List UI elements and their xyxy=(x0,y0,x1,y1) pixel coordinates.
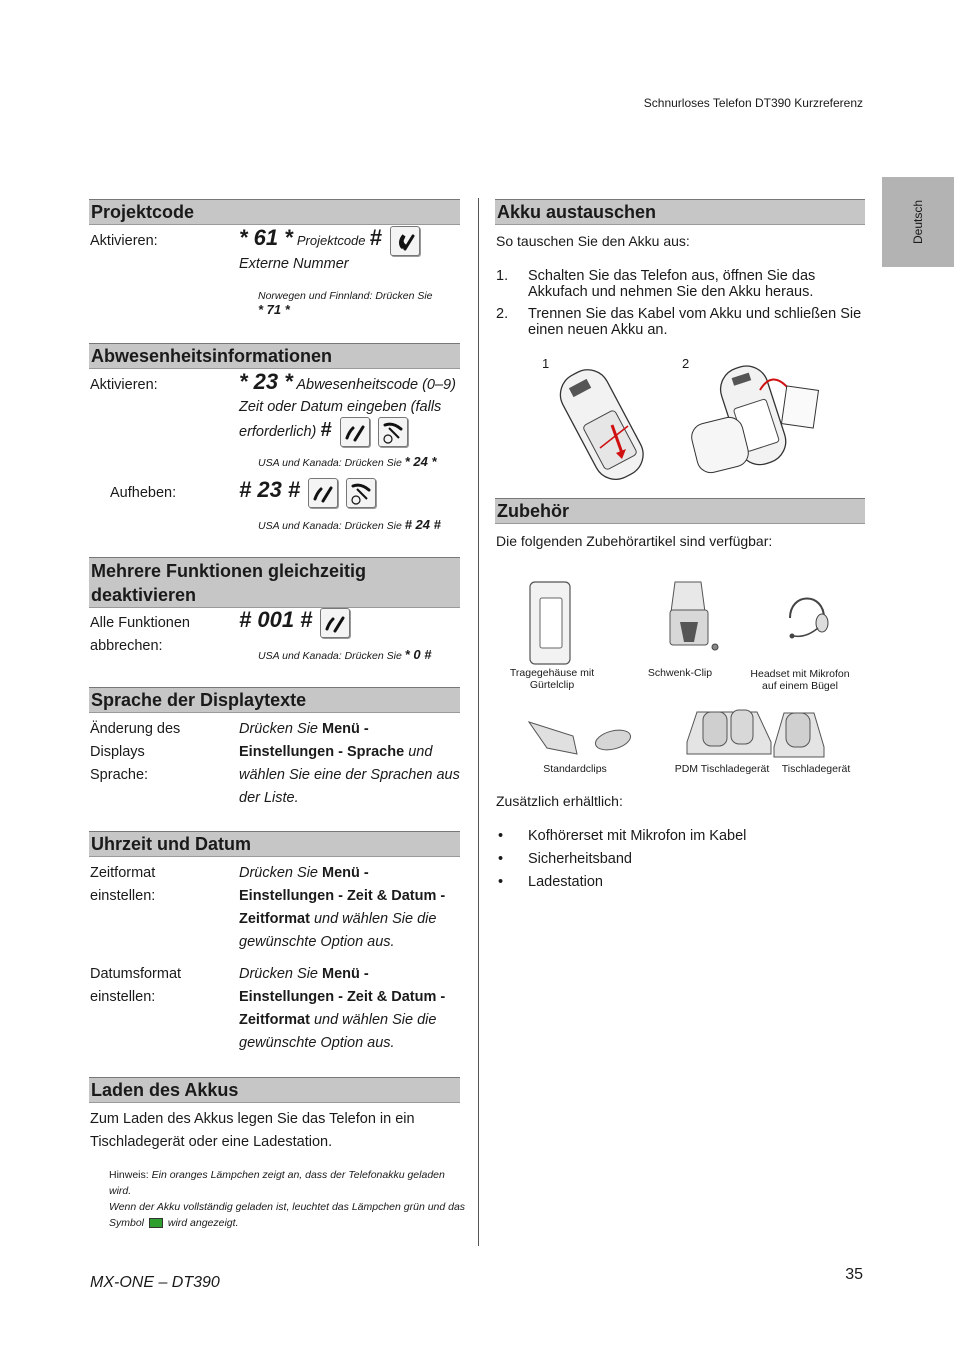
datumsformat-t3: gewünschte Option aus. xyxy=(239,1035,395,1051)
akku-steps xyxy=(496,268,866,344)
akku-intro: So tauschen Sie den Akku aus: xyxy=(496,233,690,249)
caption-headset-line1: Headset mit Mikrofon xyxy=(750,668,850,680)
caption-carrying-case-line1: Tragegehäuse mit xyxy=(509,667,595,679)
akku-step-number: 1. xyxy=(496,268,509,284)
zeitformat-b1: Menü - xyxy=(322,865,369,881)
swivel-clip-illustration xyxy=(665,580,725,655)
section-heading-mehrere xyxy=(89,557,460,608)
abwesenheit-note1-text: USA und Kanada: Drücken Sie xyxy=(258,457,402,469)
language-tab xyxy=(882,177,954,267)
datumsformat-t2: und wählen Sie die xyxy=(313,1012,437,1028)
zeitformat-instruction xyxy=(239,862,464,954)
abwesenheit-note2-code: # 24 # xyxy=(404,517,441,532)
datumsformat-label-line1: Datumsformat xyxy=(90,966,182,982)
datumsformat-label-line2: einstellen: xyxy=(90,989,156,1005)
zeitformat-t3: gewünschte Option aus. xyxy=(239,934,395,950)
battery-removal-illustration xyxy=(540,360,670,480)
mehrere-label-line1: Alle Funktionen xyxy=(90,615,190,631)
zeitformat-label-line1: Zeitformat xyxy=(90,865,156,881)
akku-step-number: 2. xyxy=(496,306,509,322)
abwesenheit-note1 xyxy=(258,454,437,471)
caption-standard-clips: Standardclips xyxy=(543,763,607,775)
list-item: • Ladestation xyxy=(496,871,746,894)
akku-step-text: Trennen Sie das Kabel vom Akku und schließen Sie einen neuen Akku an. xyxy=(528,306,862,338)
abwesenheit-code: * 23 * xyxy=(239,369,293,394)
laden-text-line2: Tischladegerät oder eine Ladestation. xyxy=(90,1134,333,1150)
akku-figure-1-number: 1 xyxy=(542,356,550,371)
list-item: • Sicherheitsband xyxy=(496,848,746,871)
laden-hint-line1: Ein oranges Lämpchen zeigt an, dass der Telefonakku geladen wird. xyxy=(109,1169,445,1197)
datumsformat-b2: Einstellungen - Zeit & Datum - xyxy=(239,989,446,1005)
akku-step xyxy=(496,306,866,338)
pdm-desktop-charger-illustration xyxy=(683,702,773,760)
abwesenheit-line2: Zeit oder Datum eingeben (falls xyxy=(239,399,442,415)
abwesenheit-line3-text: erforderlich) xyxy=(239,423,317,440)
laden-hint xyxy=(109,1167,469,1231)
section-heading-akku: Akku austauschen xyxy=(495,199,865,225)
abwesenheit-cancel-code: # 23 # xyxy=(239,477,301,502)
sprache-b1: Menü - xyxy=(322,721,369,737)
caption-desktop-charger: Tischladegerät xyxy=(781,763,851,775)
projektcode-label: Aktivieren: xyxy=(90,233,158,249)
caption-headset xyxy=(745,668,855,692)
projektcode-note-text: Norwegen und Finnland: Drücken Sie xyxy=(258,290,433,302)
mehrere-note-text: USA und Kanada: Drücken Sie xyxy=(258,650,402,662)
battery-full-icon xyxy=(149,1218,163,1228)
abwesenheit-note1-code: * 24 * xyxy=(404,454,437,469)
zeitformat-b2: Einstellungen - Zeit & Datum - xyxy=(239,888,446,904)
abwesenheit-hash: # xyxy=(320,418,332,441)
sprache-t1: Drücken Sie xyxy=(239,721,318,737)
page-number: 35 xyxy=(845,1266,863,1283)
caption-carrying-case xyxy=(505,667,599,691)
abwesenheit-cancel-label: Aufheben: xyxy=(110,485,177,501)
section-heading-laden: Laden des Akkus xyxy=(89,1077,460,1103)
zubehoer-extra-list xyxy=(496,825,746,894)
mehrere-label-line2: abbrechen: xyxy=(90,638,163,654)
laden-hint-line3b: wird angezeigt. xyxy=(167,1217,239,1229)
abwesenheit-note2-text: USA und Kanada: Drücken Sie xyxy=(258,520,402,532)
sprache-t2: und xyxy=(408,744,433,760)
projektcode-note-code: * 71 * xyxy=(258,302,290,317)
abwesenheit-cancel-code-row xyxy=(239,478,376,508)
laden-hint-label: Hinweis: xyxy=(109,1169,149,1181)
onhook-icon xyxy=(346,478,376,508)
offhook-icon xyxy=(390,226,420,256)
mehrere-note-code: * 0 # xyxy=(404,647,432,662)
sprache-t3: wählen Sie eine der Sprachen aus xyxy=(239,767,460,783)
projektcode-note xyxy=(258,289,433,318)
section-heading-uhrzeit: Uhrzeit und Datum xyxy=(89,831,460,857)
datumsformat-b1: Menü - xyxy=(322,966,369,982)
akku-step-text: Schalten Sie das Telefon aus, öffnen Sie das Akkufach und nehmen Sie den Akku heraus. xyxy=(528,268,816,300)
desktop-charger-illustration xyxy=(770,707,826,761)
projektcode-hash: # xyxy=(369,225,382,250)
laden-text-line1: Zum Laden des Akkus legen Sie das Telefon in ein xyxy=(90,1111,415,1127)
mehrere-code: # 001 # xyxy=(239,607,313,632)
battery-cable-illustration xyxy=(688,360,828,475)
footer-product: MX-ONE – DT390 xyxy=(90,1274,220,1291)
datumsformat-instruction xyxy=(239,963,464,1055)
section-heading-projektcode: Projektcode xyxy=(89,199,460,225)
sprache-label-line2: Displays xyxy=(90,744,145,760)
section-heading-abwesenheit: Abwesenheitsinformationen xyxy=(89,343,460,369)
headset-illustration xyxy=(782,588,832,643)
abwesenheit-activate-line1 xyxy=(239,370,456,397)
section-heading-sprache: Sprache der Displaytexte xyxy=(89,687,460,713)
list-item: • Kofhörerset mit Mikrofon im Kabel xyxy=(496,825,746,848)
zeitformat-t2: und wählen Sie die xyxy=(313,911,437,927)
sprache-b2: Einstellungen - Sprache xyxy=(239,744,405,760)
zeitformat-t1: Drücken Sie xyxy=(239,865,318,881)
mehrere-title-line1: Mehrere Funktionen gleichzeitig xyxy=(91,561,367,581)
carrying-case-illustration xyxy=(527,580,575,668)
caption-swivel-clip: Schwenk-Clip xyxy=(647,667,713,679)
projektcode-code-text: Projektcode xyxy=(296,233,366,248)
datumsformat-label xyxy=(90,963,181,1009)
sprache-t4: der Liste. xyxy=(239,790,299,806)
offhook-icon xyxy=(340,417,370,447)
sprache-label xyxy=(90,718,180,787)
standard-clips-illustration xyxy=(525,712,635,762)
running-head: Schnurloses Telefon DT390 Kurzreferenz xyxy=(643,96,863,110)
section-heading-zubehoer: Zubehör xyxy=(495,498,865,524)
abwesenheit-activate-label: Aktivieren: xyxy=(90,377,158,393)
mehrere-label xyxy=(90,612,190,658)
caption-headset-line2: auf einem Bügel xyxy=(762,680,838,692)
projektcode-instruction xyxy=(239,226,469,256)
datumsformat-t1: Drücken Sie xyxy=(239,966,318,982)
laden-hint-line2: Wenn der Akku vollständig geladen ist, leuchtet das Lämpchen grün und das xyxy=(109,1201,466,1213)
abwesenheit-note2 xyxy=(258,517,441,534)
mehrere-note xyxy=(258,647,431,664)
akku-step xyxy=(496,268,866,300)
datumsformat-b3: Zeitformat xyxy=(239,1012,310,1028)
caption-carrying-case-line2: Gürtelclip xyxy=(529,679,575,691)
abwesenheit-code-text: Abwesenheitscode (0–9) xyxy=(296,377,456,393)
sprache-label-line3: Sprache: xyxy=(90,767,149,783)
caption-pdm-charger: PDM Tischladegerät xyxy=(674,763,770,775)
laden-text xyxy=(90,1108,415,1154)
projektcode-external-number: Externe Nummer xyxy=(239,256,349,272)
zeitformat-label xyxy=(90,862,155,908)
language-tab-label: Deutsch xyxy=(911,199,925,245)
offhook-icon xyxy=(320,608,350,638)
akku-figure-2-number: 2 xyxy=(682,356,690,371)
laden-hint-line3a: Symbol xyxy=(109,1217,145,1229)
column-divider xyxy=(478,198,479,1246)
mehrere-code-row xyxy=(239,608,350,638)
zubehoer-extra-title: Zusätzlich erhältlich: xyxy=(496,793,623,809)
onhook-icon xyxy=(378,417,408,447)
zeitformat-b3: Zeitformat xyxy=(239,911,310,927)
offhook-icon xyxy=(308,478,338,508)
mehrere-title-line2: deaktivieren xyxy=(91,585,197,605)
zubehoer-intro: Die folgenden Zubehörartikel sind verfügbar: xyxy=(496,533,773,549)
sprache-instruction xyxy=(239,718,464,810)
zeitformat-label-line2: einstellen: xyxy=(90,888,156,904)
sprache-label-line1: Änderung des xyxy=(90,721,181,737)
abwesenheit-line3 xyxy=(239,417,408,447)
projektcode-code: * 61 * xyxy=(239,225,293,250)
